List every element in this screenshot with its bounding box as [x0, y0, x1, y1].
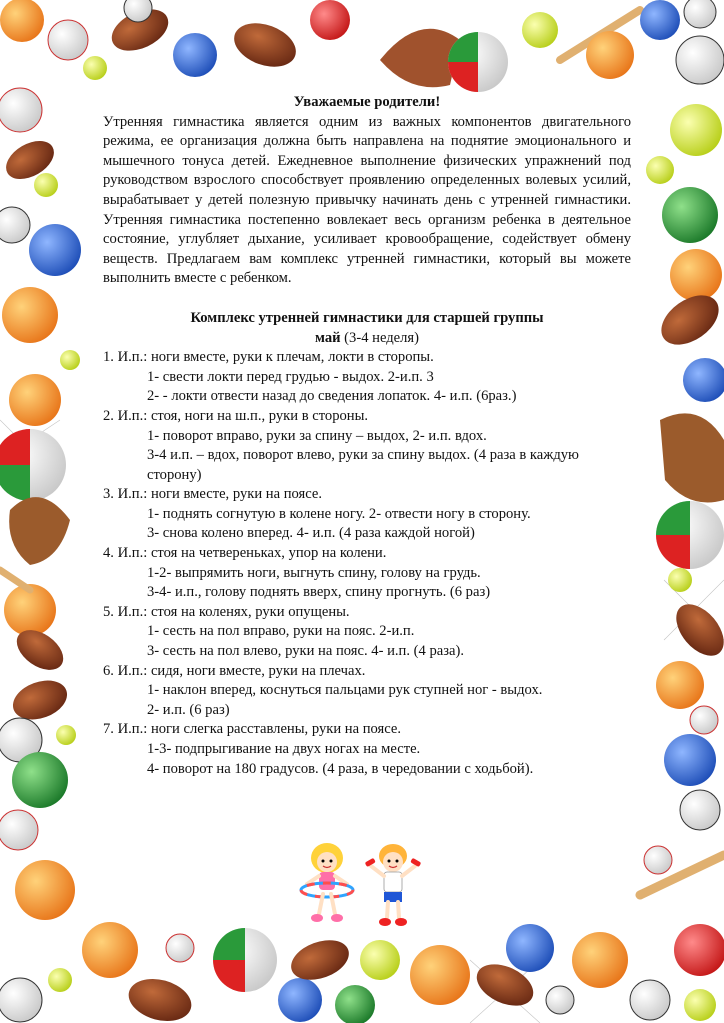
exercise-5: [103, 603, 631, 662]
period-line: [103, 329, 631, 349]
exercise-start: 2. И.п.: стоя, ноги на ш.п., руки в стороны.: [103, 407, 369, 424]
exercise-start: 5. И.п.: стоя на коленях, руки опущены.: [103, 603, 350, 620]
exercise-step: 1- наклон вперед, коснуться пальцами рук ступней ног - выдох.: [147, 682, 543, 699]
exercise-step: 1-2- выпрямить ноги, выгнуть спину, голову на грудь.: [147, 564, 481, 581]
greeting-heading: Уважаемые родители!: [293, 94, 441, 110]
exercise-start: 7. И.п.: ноги слегка расставлены, руки на поясе.: [103, 721, 402, 738]
intro-paragraph: Утренняя гимнастика является одним из важных компонентов двигательного режима, ее организация должна быть направлена на поднятие эмоционального и мышечного тонуса детей. Ежедневное выполнение физических упражнений под руководством взрослого способствует проявлению определенных волевых усилий, вырабатывает у детей полезную привычку начинать день с утренней гимнастики. Утренняя гимнастика постепенно вовлекает весь организм ребенка в деятельное состояние, углубляет дыхание, усиливает кровообращение, содействует обмену веществ. Предлагаем вам комплекс утренней гимнастики, который вы можете выполнить вместе с ребенком.: [103, 113, 631, 287]
exercise-step: 3-4- и.п., голову поднять вверх, спину прогнуть. (6 раз): [147, 584, 491, 601]
exercise-7: [103, 720, 631, 779]
exercise-step: 2- - локти отвести назад до сведения лопаток. 4- и.п. (6раз.): [147, 388, 517, 405]
exercise-step: 3-4 и.п. – вдох, поворот влево, руки за спину выдох. (4 раза в каждую сторону): [147, 447, 579, 483]
weeks-label: (3-4 неделя): [340, 329, 419, 346]
exercise-step: 3- снова колено вперед. 4- и.п. (4 раза каждой ногой): [147, 525, 475, 542]
exercise-1: [103, 348, 631, 407]
exercise-step: 4- поворот на 180 градусов. (4 раза, в чередовании с ходьбой).: [147, 760, 534, 777]
exercise-step: 2- и.п. (6 раз): [147, 701, 230, 718]
month-label: май: [314, 329, 341, 346]
exercise-start: 1. И.п.: ноги вместе, руки к плечам, локти в сторопы.: [103, 349, 434, 366]
girl-figure: [301, 843, 353, 922]
exercise-step: 1- свести локти перед грудью - выдох. 2-и.п. 3: [147, 368, 434, 385]
exercise-step: 1- сесть на пол вправо, руки на пояс. 2-и.п.: [147, 623, 415, 640]
exercise-2: [103, 407, 631, 485]
exercise-step: 3- сесть на пол влево, руки на пояс. 4- и.п. (4 раза).: [147, 643, 464, 660]
exercise-step: 1- поднять согнутую в колене ногу. 2- отвести ногу в сторону.: [147, 505, 531, 522]
boy-figure: [365, 844, 422, 926]
exercise-step: 1- поворот вправо, руки за спину – выдох, 2- и.п. вдох.: [147, 427, 487, 444]
exercise-6: [103, 662, 631, 721]
exercise-step: 1-3- подпрыгивание на двух ногах на месте.: [147, 741, 421, 757]
exercise-start: 6. И.п.: сидя, ноги вместе, руки на плечах.: [103, 662, 366, 679]
exercise-4: [103, 544, 631, 603]
exercise-start: 4. И.п.: стоя на четвереньках, упор на колени.: [103, 545, 387, 562]
exercise-start: 3. И.п.: ноги вместе, руки на поясе.: [103, 486, 323, 503]
exercise-3: [103, 485, 631, 544]
page-content: [103, 93, 631, 779]
exercising-kids-illustration: [285, 838, 435, 938]
complex-title: Комплекс утренней гимнастики для старшей группы: [190, 309, 544, 326]
